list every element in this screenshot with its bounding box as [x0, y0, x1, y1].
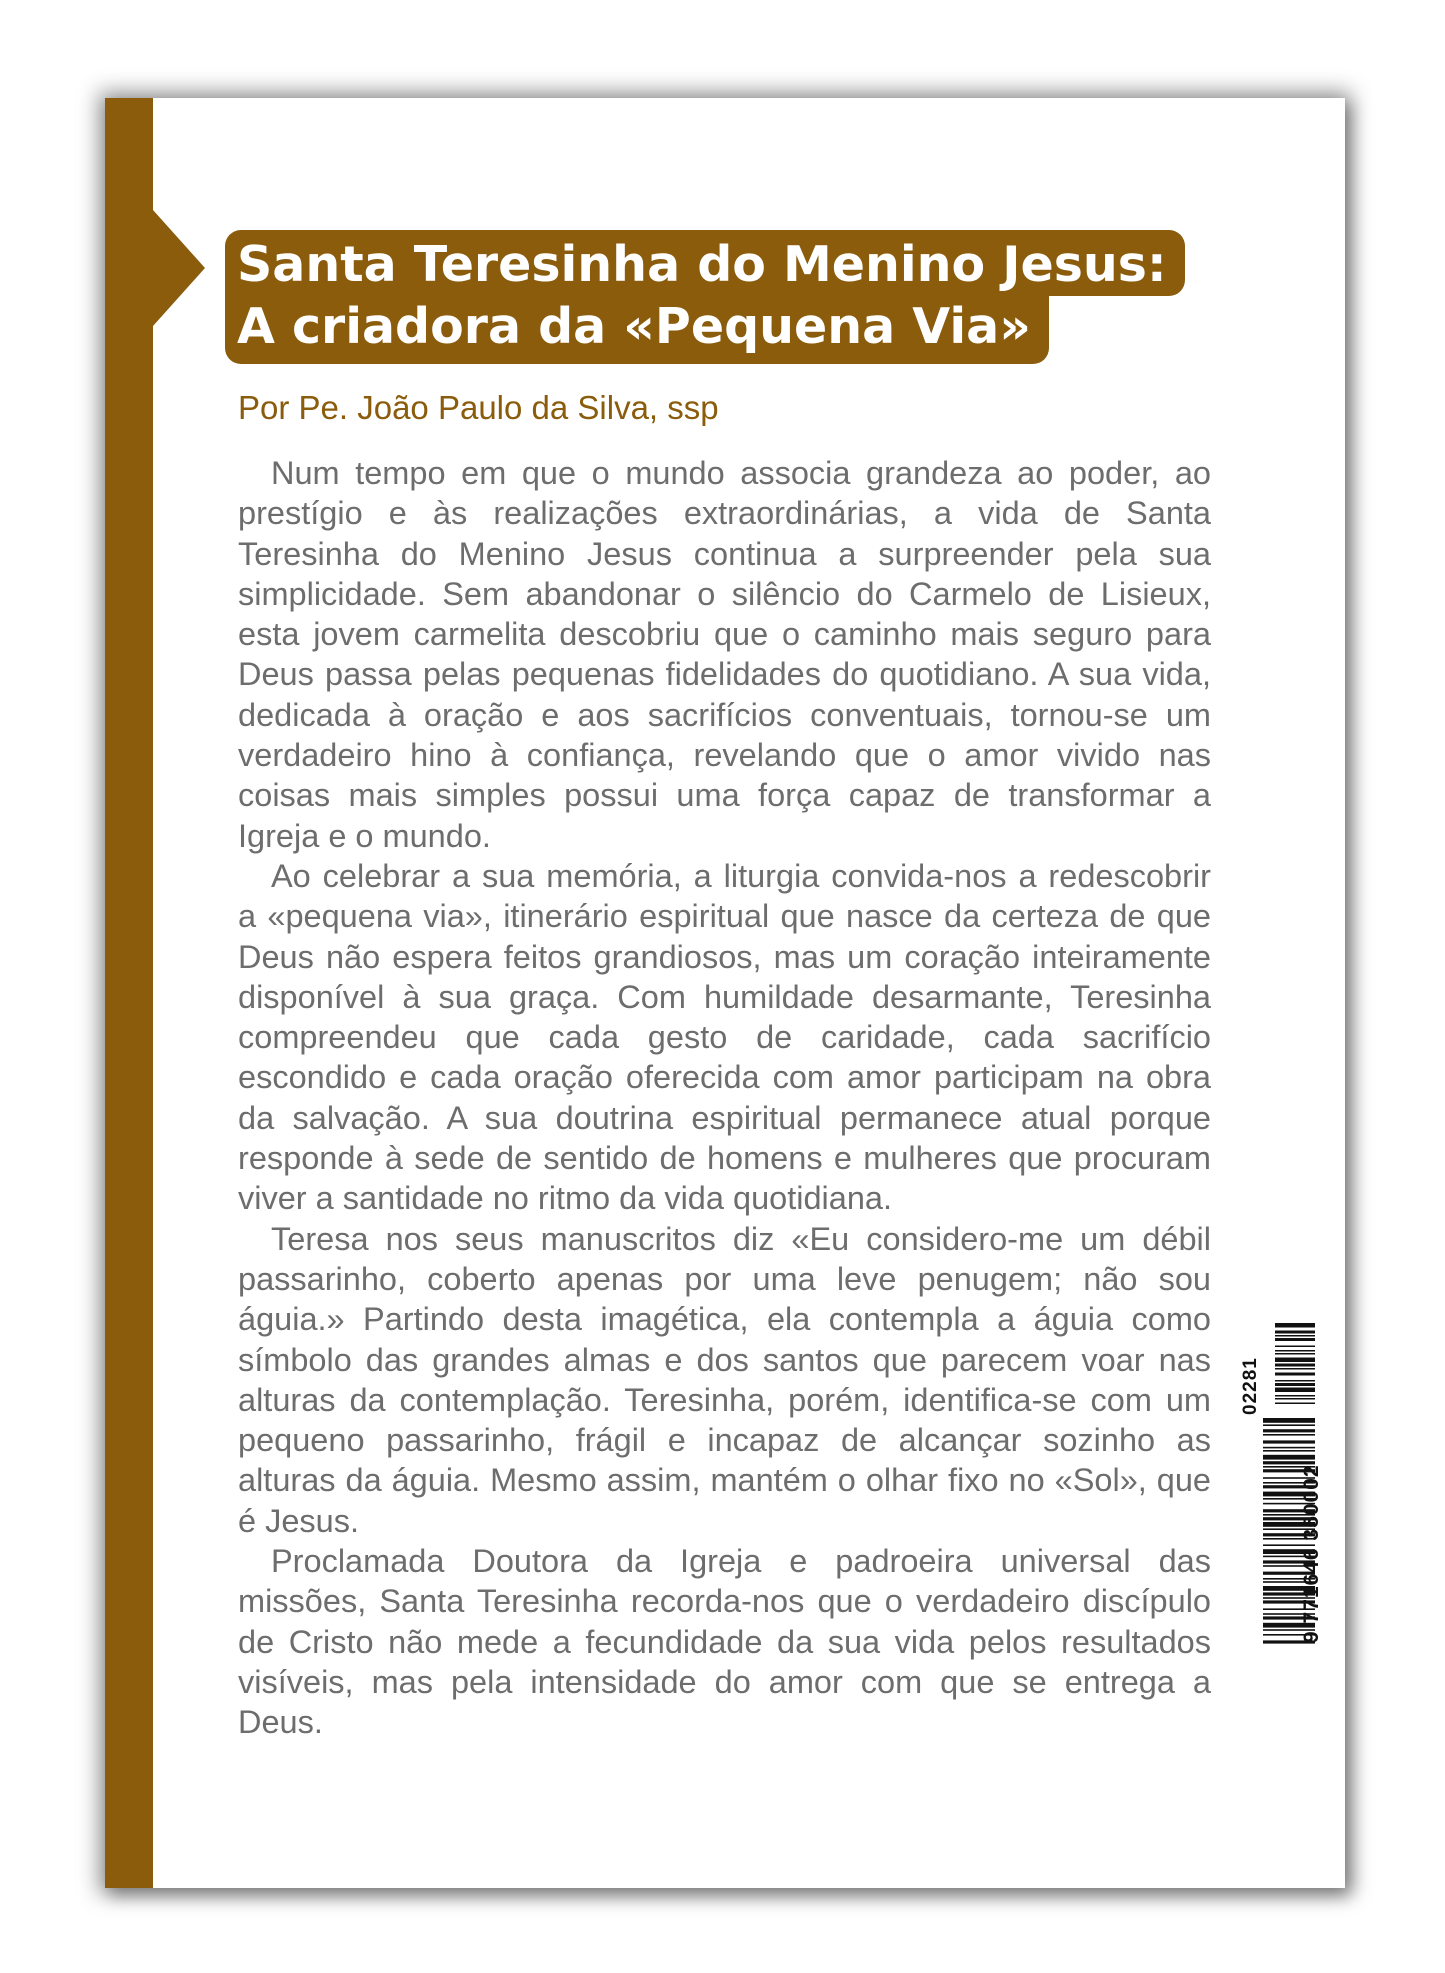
article-body — [238, 453, 1211, 1743]
barcode-addon-number: 02281 — [1240, 1357, 1261, 1415]
spine-arrow-tab — [153, 210, 205, 326]
barcode-addon-bar — [1275, 1338, 1315, 1341]
article-title — [225, 230, 1185, 364]
barcode-bar — [1263, 1440, 1315, 1443]
accent-spine — [105, 98, 153, 1888]
barcode-addon-bar — [1275, 1358, 1315, 1363]
barcode-addon-bar — [1275, 1373, 1315, 1376]
barcode-bar — [1263, 1450, 1315, 1452]
barcode-addon-bar — [1275, 1335, 1315, 1337]
paragraph-2: Ao celebrar a sua memória, a liturgia convida-nos a redescobrir a «pequena via», itinerário espiritual que nasce da certeza de que Deus não espera feitos grandiosos, mas um coração inteiramente disponível à sua graça. Com humildade desarmante, Teresinha compreendeu que cada gesto de caridade, cada sacrifício escondido e cada oração oferecida com amor participam na obra da salvação. A sua doutrina espiritual permanece atual porque responde à sede de sentido de homens e mulheres que procuram viver a santidade no ritmo da vida quotidiana. — [238, 857, 1211, 1217]
barcode-addon-bar — [1275, 1403, 1315, 1405]
barcode-main-number: 9 771646 350002 — [1300, 1464, 1323, 1643]
barcode-addon-bar — [1275, 1383, 1315, 1386]
barcode-addon-bar — [1275, 1323, 1315, 1328]
title-line-2: A criadora da «Pequena Via» — [225, 296, 1049, 364]
barcode-bar — [1263, 1455, 1315, 1460]
barcode-addon-bar — [1275, 1398, 1315, 1400]
barcode-addon-bar — [1275, 1364, 1315, 1367]
barcode-bar — [1263, 1434, 1315, 1436]
magazine-page — [105, 98, 1345, 1888]
title-line-1: Santa Teresinha do Menino Jesus: — [225, 230, 1185, 296]
author-byline: Por Pe. João Paulo da Silva, ssp — [238, 389, 719, 426]
barcode-addon-bar — [1275, 1350, 1315, 1352]
barcode-addon-bar — [1275, 1368, 1315, 1370]
paragraph-3: Teresa nos seus manuscritos diz «Eu considero-me um débil passarinho, coberto apenas por uma leve penugem; não sou águia.» Partindo desta imagética, ela contempla a águia como símbolo das grandes almas e dos santos que parecem voar nas alturas da contemplação. Teresinha, porém, identifica-se com um pequeno passarinho, frágil e incapaz de alcançar sozinho as alturas da águia. Mesmo assim, mantém o olhar fixo no «Sol», que é Jesus. — [238, 1220, 1211, 1539]
barcode-addon-bar — [1275, 1395, 1315, 1397]
barcode-addon-bar — [1275, 1388, 1315, 1393]
barcode-bar — [1263, 1424, 1315, 1426]
barcode-addon-bar — [1275, 1353, 1315, 1355]
barcode-addon-bar — [1275, 1346, 1315, 1348]
barcode-bar — [1263, 1418, 1315, 1423]
barcode-bar — [1263, 1447, 1315, 1449]
barcode-bar — [1263, 1429, 1315, 1432]
barcode-addon-bar — [1275, 1380, 1315, 1382]
paragraph-1: Num tempo em que o mundo associa grandeza ao poder, ao prestígio e às realizações extraordinárias, a vida de Santa Teresinha do Menino Jesus continua a surpreender pela sua simplicidade. Sem abandonar o silêncio do Carmelo de Lisieux, esta jovem carmelita descobriu que o caminho mais seguro para Deus passa pelas pequenas fidelidades do quotidiano. A sua vida, dedicada à oração e aos sacrifícios conventuais, tornou-se um verdadeiro hino à confiança, revelando que o amor vivido nas coisas mais simples possui uma força capaz de transformar a Igreja e o mundo. — [238, 455, 1211, 854]
paragraph-4: Proclamada Doutora da Igreja e padroeira universal das missões, Santa Teresinha recorda-nos que o verdadeiro discípulo de Cristo não mede a fecundidade da sua vida pelos resultados visíveis, mas pela intensidade do amor com que se entrega a Deus. — [238, 1543, 1211, 1741]
barcode-addon-bar — [1275, 1331, 1315, 1334]
